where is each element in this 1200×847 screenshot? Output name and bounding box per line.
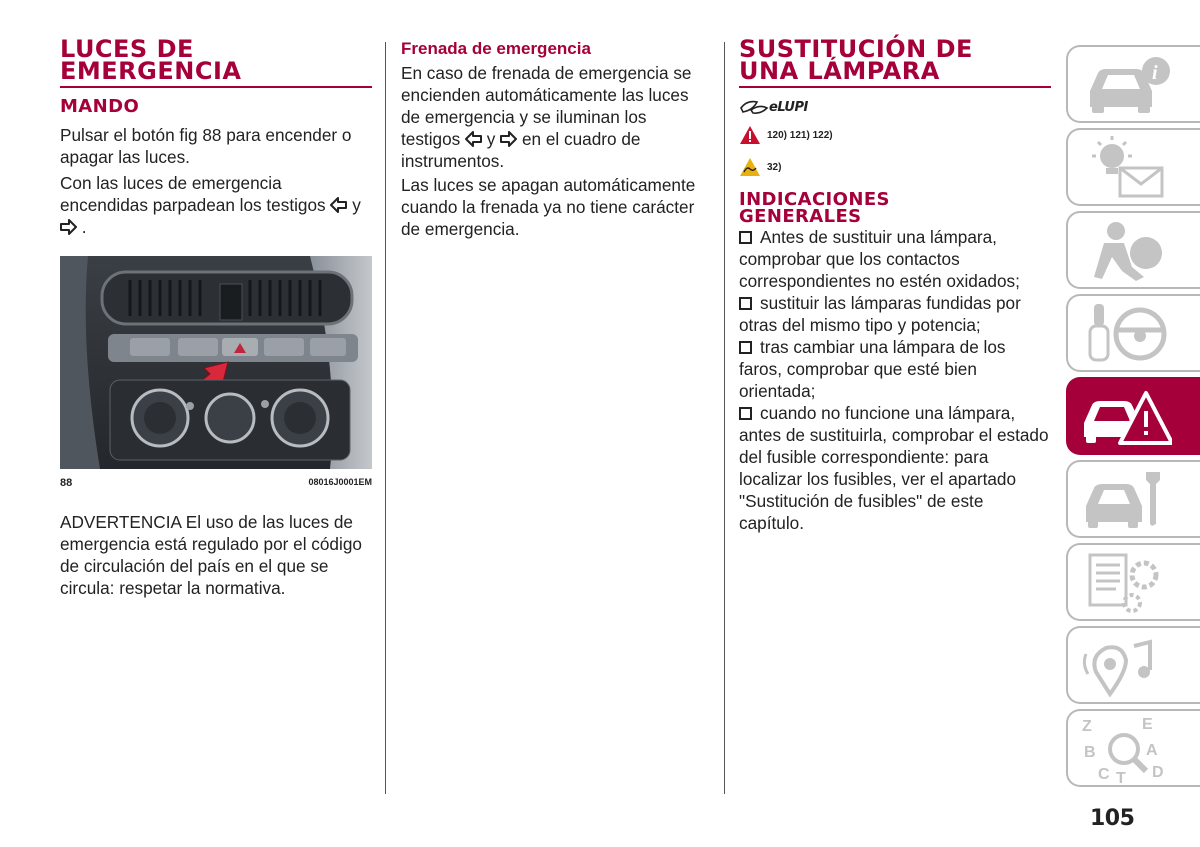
logo-text: eLUPI: [769, 99, 808, 115]
chapter-tabs: [1066, 45, 1200, 792]
index-letter: D: [1152, 764, 1164, 781]
index-letter: A: [1146, 742, 1158, 759]
subtitle-indicaciones: [739, 191, 1051, 225]
figure-number: 88: [60, 477, 73, 489]
paragraph-testigos-text: Con las luces de emergencia encendidas parpadean los testigos: [60, 173, 326, 215]
emergency-car-icon: [1080, 383, 1172, 451]
subtitle-line-2: GENERALES: [739, 206, 862, 227]
warning-references: [739, 125, 1051, 145]
column-divider-2: [724, 42, 725, 794]
column-luces-emergencia: [60, 35, 372, 599]
page-number: 105: [1090, 806, 1135, 831]
paragraph-testigos-y: y: [352, 195, 361, 215]
key-steering-icon: [1080, 300, 1172, 368]
subtitle-mando: MANDO: [60, 96, 140, 117]
index-letter: B: [1084, 744, 1096, 761]
turn-right-indicator-icon: [500, 131, 517, 147]
multimedia-icon: [1080, 632, 1172, 700]
tab-conocimiento-vehiculo[interactable]: [1066, 45, 1200, 123]
light-message-icon: [1080, 134, 1172, 202]
turn-right-indicator-icon: [60, 219, 77, 235]
list-item: [739, 292, 1051, 336]
paragraph-frenada-end: en el cuadro de instrumentos.: [401, 129, 641, 171]
title-line-2: UNA LÁMPARA: [739, 57, 940, 85]
document-gears-icon: [1080, 549, 1172, 617]
tab-mantenimiento[interactable]: [1066, 460, 1200, 538]
title-line-1: SUSTITUCIÓN DE: [739, 35, 973, 63]
alphabetical-index-icon: [1080, 715, 1172, 783]
turn-left-indicator-icon: [330, 197, 347, 213]
list-item-text: sustituir las lámparas fundidas por otras del mismo tipo y potencia;: [739, 293, 1021, 335]
paragraph-frenada-y: y: [486, 129, 496, 149]
caution-references: [739, 157, 1051, 177]
paragraph-testigos-end: .: [81, 217, 87, 237]
column-divider-1: [385, 42, 386, 794]
paragraph-testigos: [60, 172, 372, 238]
turn-left-indicator-icon: [465, 131, 482, 147]
heading-frenada-emergencia: Frenada de emergencia: [401, 39, 591, 58]
section-title: [739, 35, 1051, 88]
subtitle-line-1: INDICACIONES: [739, 189, 890, 210]
warning-triangle-icon: [739, 125, 761, 145]
title-line-1: LUCES DE: [60, 35, 194, 63]
index-letter: T: [1116, 770, 1126, 783]
hazard-button-photo: [60, 256, 372, 469]
column-sustitucion-lampara: [739, 35, 1051, 534]
list-item: [739, 402, 1051, 534]
tab-seguridad[interactable]: [1066, 211, 1200, 289]
tab-testigos-mensajes[interactable]: [1066, 128, 1200, 206]
column-frenada-emergencia: [401, 38, 706, 240]
advertencia-paragraph: ADVERTENCIA El uso de las luces de emergencia está regulado por el código de circulación del país en el que se circula: respetar la normativa.: [60, 512, 362, 598]
figure-caption: [60, 477, 372, 489]
paragraph-frenada: [401, 62, 706, 172]
bullet-box-icon: [739, 231, 752, 244]
index-letter: Z: [1082, 718, 1092, 735]
warning-refs-text: 120) 121) 122): [767, 129, 833, 141]
car-wrench-icon: [1080, 466, 1172, 534]
list-item-text: Antes de sustituir una lámpara, comprobar que los contactos correspondientes no estén oxidados;: [739, 227, 1020, 291]
airbag-passenger-icon: [1080, 217, 1172, 285]
environment-logo: [739, 97, 1051, 117]
index-letter: C: [1098, 766, 1110, 783]
list-item-text: tras cambiar una lámpara de los faros, comprobar que esté bien orientada;: [739, 337, 1006, 401]
caution-triangle-icon: [739, 157, 761, 177]
bullet-box-icon: [739, 341, 752, 354]
bullet-box-icon: [739, 297, 752, 310]
bullet-box-icon: [739, 407, 752, 420]
svg-text:i: i: [1152, 62, 1158, 84]
figure-code: 08016J0001EM: [308, 477, 372, 487]
list-item-text: cuando no funcione una lámpara, antes de sustituirla, comprobar el estado del fusible correspondiente: para localizar los fusibles, ver el apartado "Sustitución de fusibles" de este capítulo.: [739, 403, 1049, 533]
tab-multimedia[interactable]: [1066, 626, 1200, 704]
title-line-2: EMERGENCIA: [60, 57, 242, 85]
caution-refs-text: 32): [767, 161, 782, 173]
paragraph-frenada-text: En caso de frenada de emergencia se encienden automáticamente las luces de emergencia y se iluminan los testigos: [401, 63, 692, 149]
index-letter: E: [1142, 716, 1153, 733]
tab-en-emergencia[interactable]: [1066, 377, 1200, 455]
leaf-icon: [739, 98, 769, 116]
dashboard-illustration: [60, 256, 372, 469]
section-title: [60, 35, 372, 88]
tab-indice-alfabetico[interactable]: [1066, 709, 1200, 787]
list-item: [739, 336, 1051, 402]
list-item: [739, 226, 1051, 292]
tab-arranque-conduccion[interactable]: [1066, 294, 1200, 372]
tab-datos-tecnicos[interactable]: [1066, 543, 1200, 621]
car-info-icon: [1080, 51, 1172, 119]
paragraph-mando: Pulsar el botón fig 88 para encender o apagar las luces.: [60, 125, 352, 167]
paragraph-apagado: Las luces se apagan automáticamente cuando la frenada ya no tiene carácter de emergencia.: [401, 175, 696, 239]
bullet-list: [739, 226, 1051, 534]
